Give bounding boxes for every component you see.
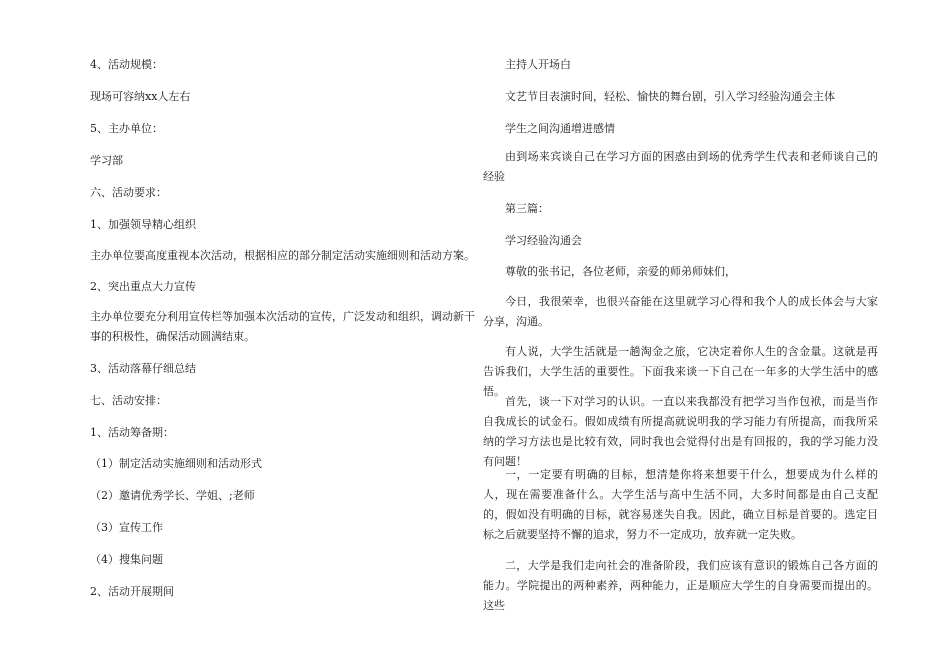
student-communication: 学生之间沟通增进感情 <box>505 122 615 135</box>
organizer-text: 学习部 <box>90 154 123 167</box>
host-opening: 主持人开场白 <box>505 58 571 71</box>
item-preparation: 1、活动筹备期： <box>90 426 174 439</box>
speech-para-3: 首先，谈一下对学习的认识。一直以来我都没有把学习当作包袱，而是当作自我成长的试金石。假如成绩有所提高就说明我的学习能力有所提高，而我所采纳的学习方法也是比较有效，同时我也会觉得付出是有回报的，我的学习能力没有问题！ <box>483 395 878 468</box>
item-activity-scale: 4、活动规模： <box>90 58 163 71</box>
speech-greeting: 尊敬的张书记，各位老师，亲爱的师弟师妹们， <box>505 265 736 278</box>
section-arrangement: 七、活动安排： <box>90 394 167 407</box>
leadership-text: 主办单位要高度重视本次活动，根据相应的部分制定活动实施细则和活动方案。 <box>90 249 475 262</box>
item-summary: 3、活动落幕仔细总结 <box>90 362 196 375</box>
speech-para-4: 一，一定要有明确的目标，想清楚你将来想要干什么，想要成为什么样的人，现在需要准备什么。大学生活与高中生活不同，大多时间都是由自己支配的，假如没有明确的目标，就容易迷失自我。因此，确立目标是首要的。选定目标之后就要坚持不懈的追求，努力不一定成功，放弃就一定失败。 <box>483 468 878 541</box>
prep-step-4: （4）搜集问题 <box>90 553 163 566</box>
item-leadership: 1、加强领导精心组织 <box>90 218 196 231</box>
item-organizer: 5、主办单位： <box>90 122 163 135</box>
speech-title: 学习经验沟通会 <box>505 234 582 247</box>
speech-para-5: 二，大学是我们走向社会的准备阶段，我们应该有意识的锻炼自己各方面的能力。学院提出的两种素养，两种能力，正是顺应大学生的自身需要而提出的。这些 <box>483 559 878 612</box>
speech-para-2: 有人说，大学生活就是一趟淘金之旅，它决定着你人生的含金量。这就是再告诉我们，大学生活的重要性。下面我来谈一下自己在一年多的大学生活中的感悟。 <box>483 345 878 398</box>
section-requirements: 六、活动要求： <box>90 186 167 199</box>
item-during-activity: 2、活动开展期间 <box>90 585 174 598</box>
publicity-text: 主办单位要充分利用宣传栏等加强本次活动的宣传，广泛发动和组织，调动新干事的积极性，确保活动圆满结束。 <box>90 310 475 343</box>
item-publicity: 2、突出重点大力宣传 <box>90 280 196 293</box>
prep-step-3: （3）宣传工作 <box>90 521 163 534</box>
prep-step-1: （1）制定活动实施细则和活动形式 <box>90 457 262 470</box>
speech-para-1: 今日，我很荣幸，也很兴奋能在这里就学习心得和我个人的成长体会与大家分享，沟通。 <box>483 295 878 328</box>
scale-text: 现场可容纳xx人左右 <box>90 90 191 103</box>
part-three-heading: 第三篇： <box>505 202 549 215</box>
art-program: 文艺节目表演时间，轻松、愉快的舞台剧，引入学习经验沟通会主体 <box>505 90 835 103</box>
prep-step-2: （2）邀请优秀学长、学姐、;老师 <box>90 489 255 502</box>
guest-discussion: 由到场来宾谈自己在学习方面的困惑由到场的优秀学生代表和老师谈自己的经验 <box>483 150 878 183</box>
